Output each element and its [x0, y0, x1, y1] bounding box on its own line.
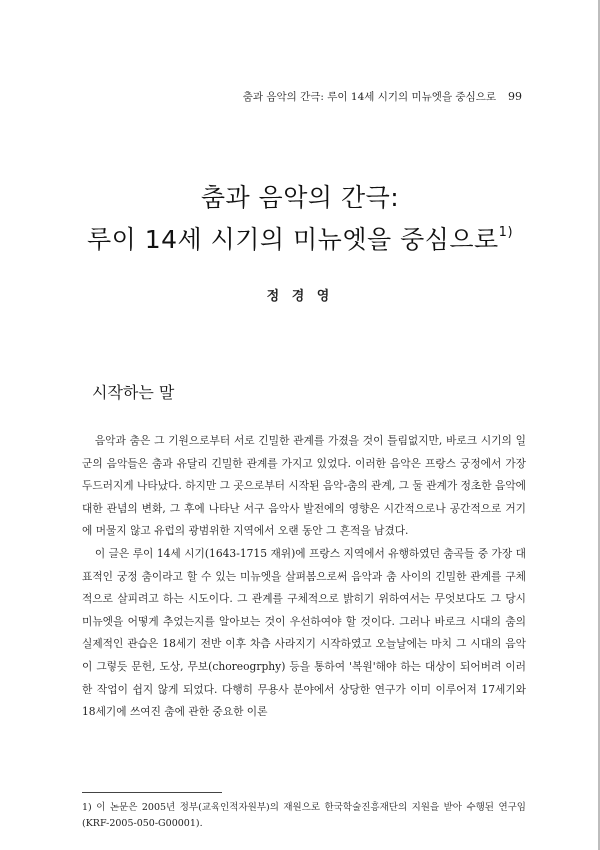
running-head — [243, 89, 522, 104]
title-footnote-marker[interactable]: 1) — [498, 225, 514, 240]
footnote: 1) 이 논문은 2005년 정부(교육인적자원부)의 재원으로 한국학술진흥재단의 지원을 받아 수행된 연구임(KRF-2005-050-G00001). — [82, 802, 526, 829]
running-head-title: 춤과 음악의 간극: 루이 14세 시기의 미뉴엣을 중심으로 — [242, 91, 496, 103]
paragraph-2: 이 글은 루이 14세 시기(1643-1715 재위)에 프랑스 지역에서 유행하였던 춤곡들 중 가장 대표적인 궁정 춤이라고 할 수 있는 미뉴엣을 살펴봄으로써 음악과 춤 사이의 긴밀한 관계를 구체적으로 살피려고 하는 시도이다. 그 관계를 구체적으로 밝히기 위하여서는 무엇보다도 그 당시 미뉴엣을 어떻게 추었는지를 알아보는 것이 우선하여야 할 것이다. 그러나 바로크 시대의 춤의 실제적인 관습은 18세기 전반 이후 차츰 사라지기 시작하였고 오늘날에는 마치 그 시대의 음악이 그렇듯 문헌, 도상, 무보(choreogrphy) 등을 통하여 '복원'해야 하는 대상이 되어버려 이러한 작업이 쉽지 않게 되었다. 다행히 무용사 분야에서 상당한 연구가 이미 이루어져 17세기와 18세기에 쓰여진 춤에 관한 중요한 이론 — [82, 546, 526, 719]
footnote-divider — [82, 792, 222, 793]
body-text — [82, 430, 526, 724]
author-name: 정 경 영 — [266, 289, 334, 304]
paragraph-1: 음악과 춤은 그 기원으로부터 서로 긴밀한 관계를 가졌을 것이 틀림없지만, 바로크 시기의 일군의 음악들은 춤과 유달리 긴밀한 관계를 가지고 있었다. 이러한 음악은 프랑스 궁정에서 가장 두드러지게 나타났다. 하지만 그 곳으로부터 시작된 음악-춤의 관계, 그 둘 관계가 정초한 음악에 대한 관념의 변화, 그 후에 나타난 서구 음악사 발전에의 영향은 시간적으로나 공간적으로 거기에 머물지 않고 유럽의 광범위한 지역에서 오랜 동안 그 흔적을 남겼다. — [82, 434, 526, 538]
section-heading: 시작하는 말 — [92, 383, 175, 402]
paper-title-line-2-text: 루이 14세 시기의 미뉴엣을 중심으로 — [86, 225, 499, 254]
page-number: 99 — [508, 90, 522, 103]
paper-title-line-2 — [0, 220, 600, 256]
paper-title-line-1: 춤과 음악의 간극: — [200, 183, 400, 212]
